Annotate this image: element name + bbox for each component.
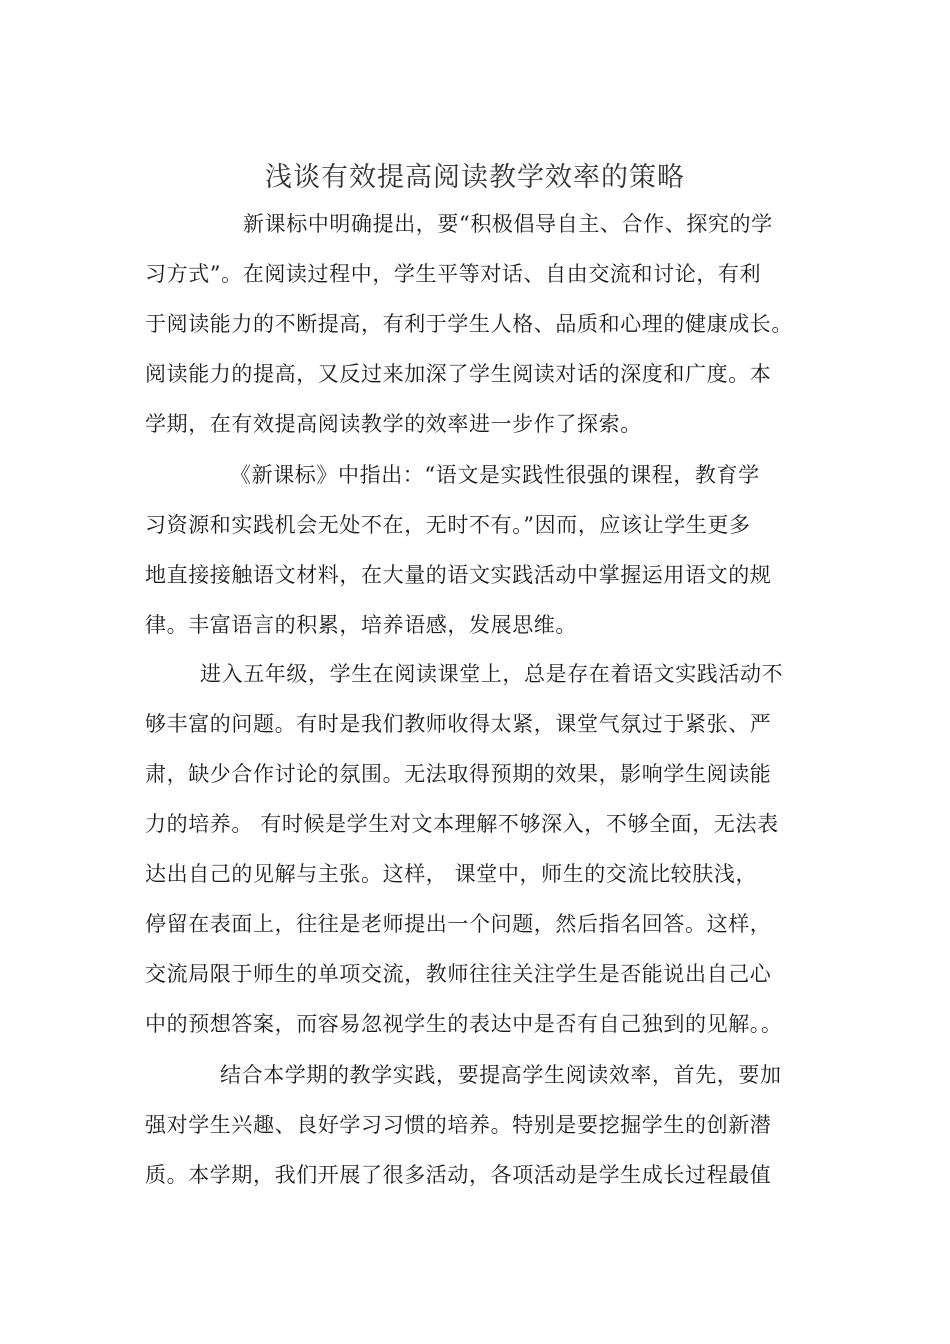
paragraph-3-line-7: 交流局限于师生的单项交流，教师往往关注学生是否能说出自己心	[145, 962, 772, 986]
paragraph-1-line-3: 于阅读能力的不断提高，有利于学生人格、品质和心理的健康成长。	[145, 312, 793, 336]
paragraph-1-line-2: 习方式”。在阅读过程中，学生平等对话、自由交流和讨论，有利	[145, 262, 762, 286]
paragraph-3-line-2: 够丰富的问题。有时是我们教师收得太紧，课堂气氛过于紧张、严	[145, 712, 772, 736]
paragraph-3-line-1: 进入五年级，学生在阅读课堂上，总是存在着语文实践活动不	[200, 662, 784, 686]
paragraph-3-line-3: 肃，缺少合作讨论的氛围。无法取得预期的效果，影响学生阅读能	[145, 762, 772, 786]
paragraph-2-line-4: 律。丰富语言的积累，培养语感，发展思维。	[145, 613, 577, 637]
paragraph-1-line-1: 新课标中明确提出，要“积极倡导自主、合作、探究的学	[243, 212, 773, 236]
paragraph-4-line-1: 结合本学期的教学实践，要提高学生阅读效率，首先，要加	[220, 1063, 782, 1087]
paragraph-2-line-1: 《新课标》中指出：“语文是实践性很强的课程，教育学	[230, 463, 760, 487]
paragraph-2-line-2: 习资源和实践机会无处不在，无时不有。”因而，应该让学生更多	[145, 513, 751, 537]
paragraph-2-line-3: 地直接接触语文材料，在大量的语文实践活动中掌握运用语文的规	[145, 563, 772, 587]
paragraph-3-line-6: 停留在表面上，往往是老师提出一个问题，然后指名回答。这样，	[145, 912, 772, 936]
paragraph-3-line-5: 达出自己的见解与主张。这样， 课堂中，师生的交流比较肤浅，	[145, 862, 758, 886]
paragraph-4-line-3: 质。本学期，我们开展了很多活动，各项活动是学生成长过程最值	[145, 1163, 772, 1187]
paragraph-3-line-4: 力的培养。 有时候是学生对文本理解不够深入，不够全面，无法表	[145, 812, 779, 836]
paragraph-1-line-4: 阅读能力的提高，又反过来加深了学生阅读对话的深度和广度。本	[145, 362, 772, 386]
paragraph-4-line-2: 强对学生兴趣、良好学习习惯的培养。特别是要挖掘学生的创新潜	[145, 1113, 772, 1137]
document-title: 浅谈有效提高阅读教学效率的策略	[265, 162, 685, 193]
paragraph-3-line-8: 中的预想答案，而容易忽视学生的表达中是否有自己独到的见解。。	[145, 1012, 783, 1036]
paragraph-1-line-5: 学期，在有效提高阅读教学的效率进一步作了探索。	[145, 412, 642, 436]
